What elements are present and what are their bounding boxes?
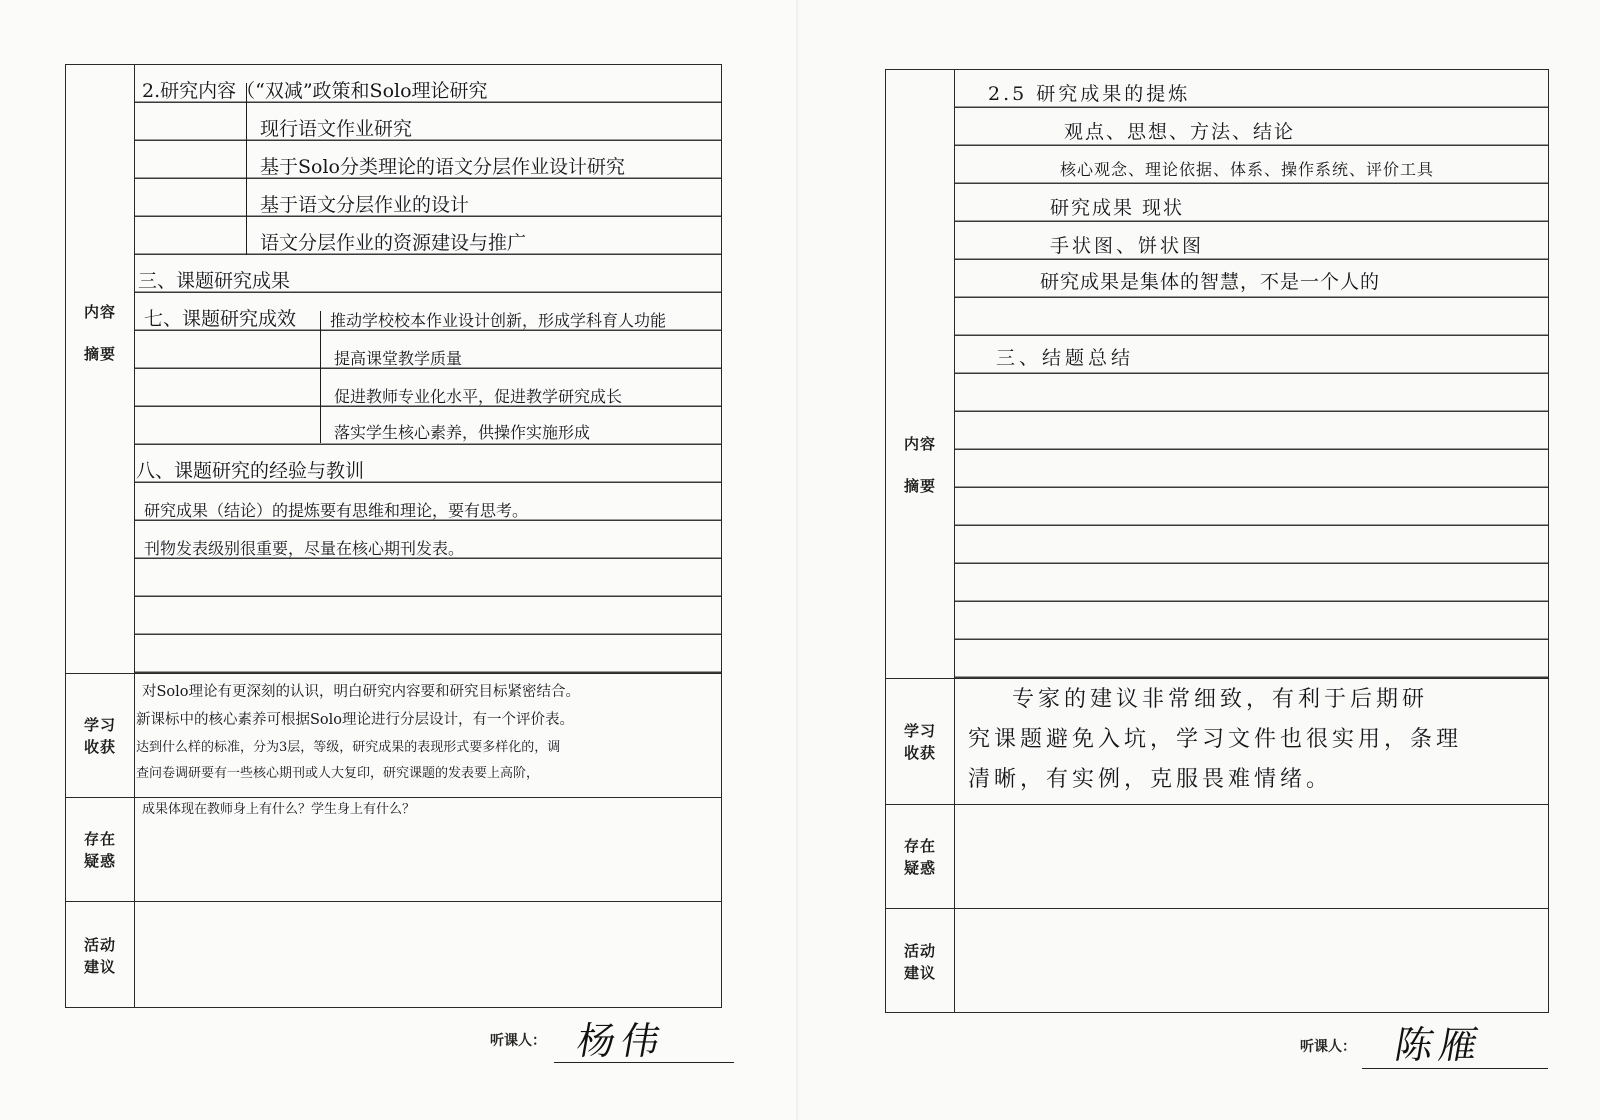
- label-column: [886, 70, 955, 1012]
- bracket-mark: [320, 311, 321, 443]
- label-column: [66, 65, 135, 1007]
- suggestions-label-line1: 活动: [903, 941, 936, 960]
- right-page: [800, 0, 1600, 1120]
- handwritten-line: 推动学校校本作业设计创新，形成学科育人功能: [330, 311, 667, 330]
- right-form: [885, 69, 1549, 1013]
- suggestions-label-line2: 建议: [83, 957, 116, 976]
- suggestions-label-line1: 活动: [83, 935, 116, 954]
- handwritten-line: 达到什么样的标准，分为3层，等级，研究成果的表现形式要多样化的，调: [136, 740, 561, 755]
- learning-label-line2: 收获: [903, 743, 936, 762]
- suggestions-section: [886, 909, 1548, 1014]
- doubts-area: [954, 805, 1548, 908]
- doubts-label-line1: 存在: [903, 836, 936, 855]
- doubts-label-line2: 疑惑: [83, 851, 116, 870]
- handwritten-line: 刊物发表级别很重要，尽量在核心期刊发表。: [144, 539, 465, 558]
- left-form: [65, 64, 722, 1008]
- learning-label-line1: 学习: [903, 721, 936, 740]
- handwritten-line: 语文分层作业的资源建设与推广: [260, 232, 527, 254]
- suggestions-area: [954, 909, 1548, 1014]
- handwritten-signature: 陈雁: [1391, 1023, 1488, 1067]
- content-label-line2: 摘要: [903, 477, 936, 496]
- handwritten-line: 清晰，有实例，克服畏难情绪。: [968, 767, 1333, 792]
- handwritten-line: 研究成果（结论）的提炼要有思维和理论，要有思考。: [144, 501, 529, 520]
- doubts-label-line2: 疑惑: [903, 858, 936, 877]
- learning-gains-area: [134, 674, 721, 797]
- handwritten-line: 新课标中的核心素养可根据Solo理论进行分层设计，有一个评价表。: [136, 712, 575, 728]
- handwritten-line: 三、课题研究成果: [138, 270, 291, 292]
- doubts-area: [134, 798, 721, 901]
- content-summary-area: [954, 70, 1548, 678]
- learning-gains-section: [886, 679, 1548, 805]
- handwritten-line: 专家的建议非常细致，有利于后期研: [1012, 687, 1429, 712]
- content-summary-area: [134, 65, 721, 673]
- handwritten-line: 研究成果 现状: [1050, 197, 1185, 219]
- handwritten-line: 提高课堂教学质量: [334, 349, 463, 368]
- bracket-mark: [246, 83, 247, 255]
- listener-label: 听课人：: [1300, 1039, 1356, 1055]
- learning-label-line1: 学习: [83, 715, 116, 734]
- handwritten-line: 究课题避免入坑，学习文件也很实用，条理: [968, 727, 1463, 752]
- handwritten-line: 手状图、饼状图: [1050, 235, 1205, 257]
- handwritten-line: 落实学生核心素养，供操作实施形成: [334, 423, 591, 442]
- suggestions-label-line2: 建议: [903, 963, 936, 982]
- content-label-line1: 内容: [903, 435, 936, 454]
- handwritten-line: 八、课题研究的经验与教训: [136, 460, 365, 482]
- handwritten-line: 基于语文分层作业的设计: [260, 194, 470, 216]
- handwritten-line: 基于Solo分类理论的语文分层作业设计研究: [260, 156, 625, 178]
- suggestions-area: [134, 902, 721, 1009]
- content-label-line2: 摘要: [83, 344, 116, 363]
- handwritten-line: 促进教师专业化水平，促进教学研究成长: [334, 387, 623, 406]
- handwritten-line: 2.研究内容（“双减”政策和Solo理论研究: [142, 80, 488, 102]
- handwritten-line: 三、结题总结: [996, 347, 1135, 369]
- handwritten-signature: 杨伟: [573, 1019, 670, 1063]
- learning-gains-section: [66, 674, 721, 798]
- handwritten-line: 现行语文作业研究: [260, 118, 413, 140]
- handwritten-line: 观点、思想、方法、结论: [1064, 121, 1296, 143]
- content-label-line1: 内容: [83, 302, 116, 321]
- content-summary-section: [886, 70, 1548, 679]
- handwritten-line: 2.5 研究成果的提炼: [988, 83, 1191, 105]
- content-summary-section: [66, 65, 721, 674]
- doubts-section: [886, 805, 1548, 909]
- learning-gains-area: [954, 679, 1548, 804]
- handwritten-line: 查问卷调研要有一些核心期刊或人大复印，研究课题的发表要上高阶，: [136, 766, 540, 781]
- handwritten-line: 成果体现在教师身上有什么？学生身上有什么？: [142, 802, 416, 817]
- handwritten-line: 对Solo理论有更深刻的认识，明白研究内容要和研究目标紧密结合。: [142, 684, 581, 700]
- doubts-section: [66, 798, 721, 902]
- handwritten-line: 研究成果是集体的智慧，不是一个人的: [1040, 271, 1381, 293]
- handwritten-line: 核心观念、理论依据、体系、操作系统、评价工具: [1060, 160, 1435, 179]
- learning-label-line2: 收获: [83, 737, 116, 756]
- doubts-label-line1: 存在: [83, 829, 116, 848]
- handwritten-line: 七、课题研究成效: [144, 308, 297, 330]
- suggestions-section: [66, 902, 721, 1009]
- listener-label: 听课人：: [490, 1033, 546, 1049]
